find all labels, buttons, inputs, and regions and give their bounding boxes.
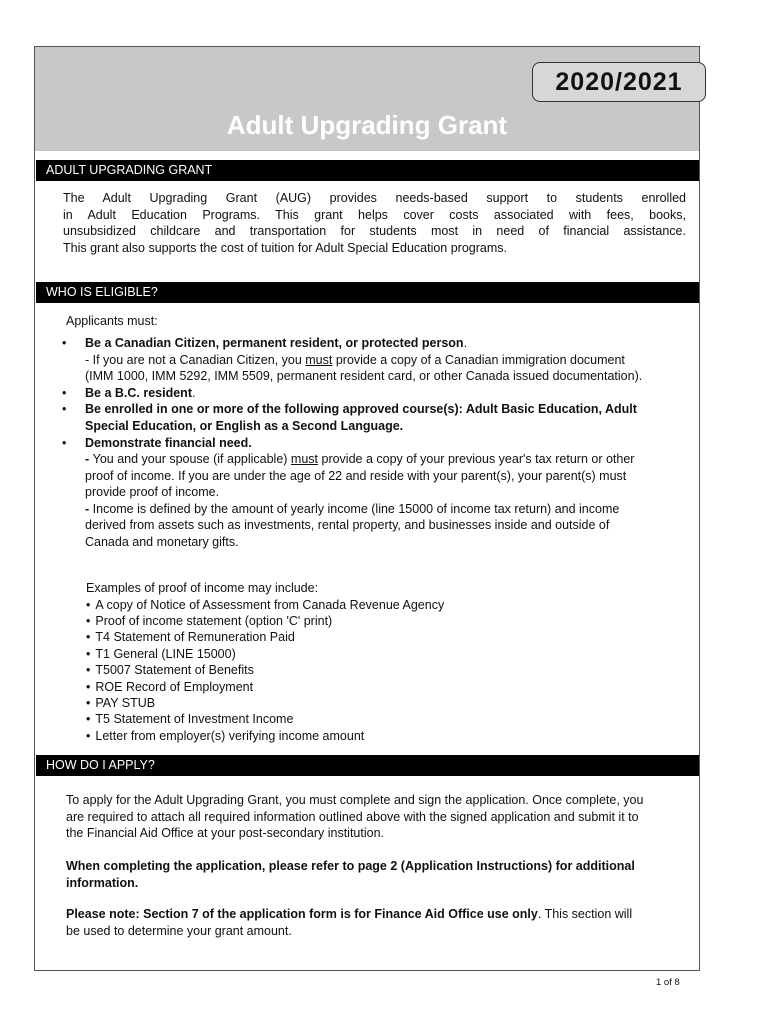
instructions-line-2: information. xyxy=(66,875,139,890)
proof-item-label: T5 Statement of Investment Income xyxy=(95,712,294,727)
bullet: • xyxy=(86,646,91,661)
apply-line-3: the Financial Aid Office at your post-secondary institution. xyxy=(66,826,384,840)
req-financial-a-text2: provide a copy of your previous year's tax return or other xyxy=(318,452,635,466)
section-heading-eligible: WHO IS ELIGIBLE? xyxy=(36,282,699,303)
proof-item xyxy=(86,695,155,712)
page-title: Adult Upgrading Grant xyxy=(226,110,508,140)
bullet: • xyxy=(86,679,91,694)
req-financial-title: Demonstrate financial need. xyxy=(85,435,252,450)
proof-item-label: T1 General (LINE 15000) xyxy=(95,646,236,661)
bullet: • xyxy=(86,630,91,645)
proof-item-label: A copy of Notice of Assessment from Canada Revenue Agency xyxy=(95,597,445,612)
income-definition-line-1: Income is defined by the amount of yearly income (line 15000 of income tax return) and income xyxy=(92,501,620,516)
bullet: • xyxy=(86,613,91,628)
section7-note-rest: . This section will xyxy=(537,907,633,921)
proof-item xyxy=(86,728,364,745)
req-bc-period: . xyxy=(191,385,196,400)
bullet: • xyxy=(86,712,91,727)
apply-paragraph xyxy=(66,792,691,842)
proof-item xyxy=(86,597,444,614)
proof-item xyxy=(86,646,236,663)
req-bc-title: Be a B.C. resident xyxy=(85,385,192,400)
req-citizenship-note-b: provide a copy of a Canadian immigration document xyxy=(332,352,625,367)
proof-item-label: T4 Statement of Remuneration Paid xyxy=(95,630,295,645)
proof-item-label: ROE Record of Employment xyxy=(95,679,254,694)
instructions-line-1: When completing the application, please refer to page 2 (Application Instructions) for additional xyxy=(66,859,635,873)
page-number: 1 of 8 xyxy=(656,977,680,988)
examples-intro: Examples of proof of income may include: xyxy=(86,581,319,595)
req-citizenship-title: Be a Canadian Citizen, permanent resident, or protected person xyxy=(85,336,464,350)
req-citizenship-period: . xyxy=(463,336,468,350)
applicants-intro: Applicants must: xyxy=(66,314,158,328)
must-emphasis: must xyxy=(290,452,319,466)
req-financial-a-line3: provide proof of income. xyxy=(85,485,220,499)
bullet: • xyxy=(62,385,67,400)
apply-line-2: are required to attach all required information outlined above with the signed application and submit it to xyxy=(66,809,639,824)
proof-item xyxy=(86,679,253,696)
dash: - xyxy=(85,501,93,516)
bullet: • xyxy=(62,336,67,350)
bullet: • xyxy=(62,435,67,450)
section-heading-apply: HOW DO I APPLY? xyxy=(36,755,699,776)
req-financial-a-line2: proof of income. If you are under the age of 22 and reside with your parent(s), your parent(s) must xyxy=(85,468,627,483)
bullet: • xyxy=(86,728,91,743)
must-emphasis: must xyxy=(305,352,333,367)
req-enrolled-line-1: Be enrolled in one or more of the following approved course(s): Adult Basic Education, Adult xyxy=(85,402,637,416)
bullet: • xyxy=(62,402,67,416)
apply-instructions-note xyxy=(66,858,691,891)
req-financial-a-text1: You and your spouse (if applicable) xyxy=(92,452,291,466)
section7-note-line2: be used to determine your grant amount. xyxy=(66,923,292,938)
bullet: • xyxy=(86,663,91,678)
proof-item xyxy=(86,613,332,630)
income-definition-line-2: derived from assets such as investments, rental property, and businesses inside and outside of xyxy=(85,518,610,532)
proof-item-label: Proof of income statement (option 'C' print) xyxy=(95,613,333,628)
section7-note xyxy=(66,906,691,939)
req-citizenship-note-line2: (IMM 1000, IMM 5292, IMM 5509, permanent resident card, or other Canada issued documentation). xyxy=(85,369,643,383)
aug-desc-line-4: This grant also supports the cost of tuition for Adult Special Education programs. xyxy=(63,240,507,255)
apply-line-1: To apply for the Adult Upgrading Grant, you must complete and sign the application. Once complete, you xyxy=(66,793,644,807)
section-heading-aug: ADULT UPGRADING GRANT xyxy=(36,160,699,181)
aug-desc-line-1: The Adult Upgrading Grant (AUG) provides needs-based support to students enrolled xyxy=(63,191,686,205)
proof-item xyxy=(86,662,254,679)
proof-item-label: T5007 Statement of Benefits xyxy=(95,663,254,678)
proof-item xyxy=(86,629,295,646)
proof-item-label: Letter from employer(s) verifying income amount xyxy=(95,728,365,743)
dash: - xyxy=(85,452,93,466)
bullet: • xyxy=(86,597,91,612)
proof-item-label: PAY STUB xyxy=(95,695,156,710)
income-definition-line-3: Canada and monetary gifts. xyxy=(85,534,239,549)
year-badge: 2020/2021 xyxy=(532,62,706,102)
req-enrolled-line-2: Special Education, or English as a Second Language. xyxy=(85,418,404,433)
bullet: • xyxy=(86,695,91,710)
section7-note-bold: Please note: Section 7 of the application form is for Finance Aid Office use only xyxy=(66,907,538,921)
proof-item xyxy=(86,711,293,728)
aug-desc-line-3: unsubsidized childcare and transportation for students most in need of financial assistance. xyxy=(63,224,686,238)
aug-desc-line-2: in Adult Education Programs. This grant helps cover costs associated with fees, books, xyxy=(63,207,686,222)
req-citizenship-note-a: - If you are not a Canadian Citizen, you xyxy=(85,352,306,367)
